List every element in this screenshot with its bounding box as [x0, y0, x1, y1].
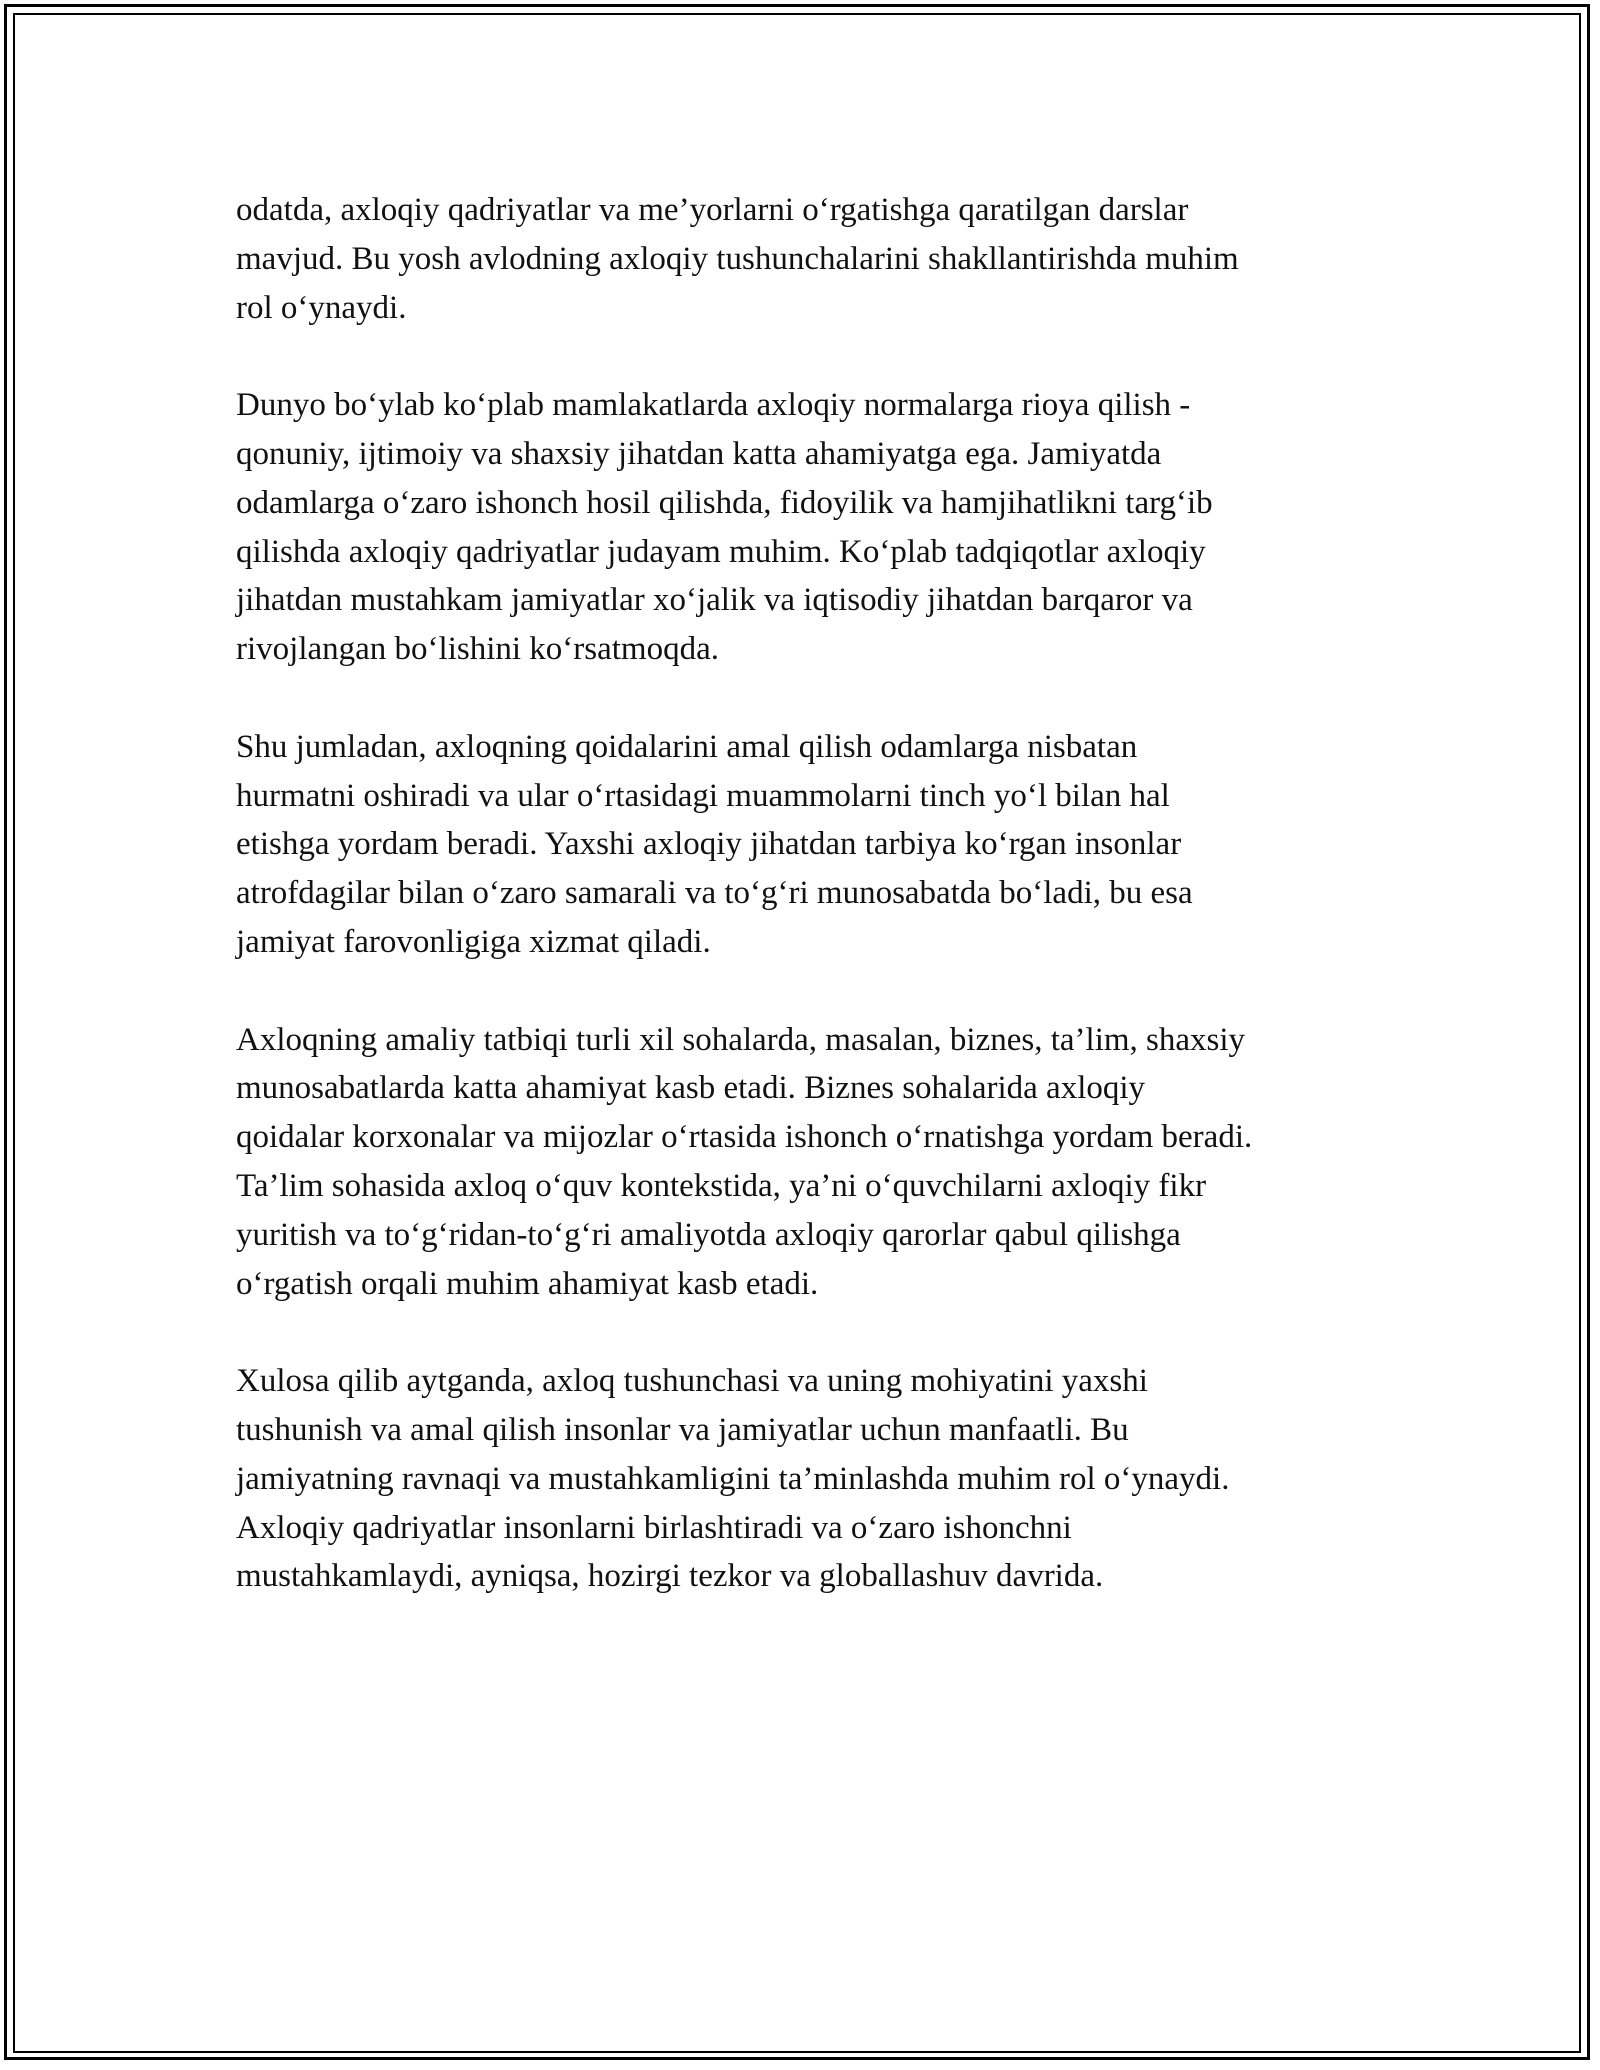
- document-body: [236, 186, 1376, 1650]
- paragraph-1: [236, 186, 1376, 332]
- text-line: Axloqiy qadriyatlar insonlarni birlashtiradi va o‘zaro ishonchni: [236, 1509, 1072, 1546]
- text-line: odamlarga o‘zaro ishonch hosil qilishda, fidoyilik va hamjihatlikni targ‘ib: [236, 484, 1213, 521]
- text-line: Xulosa qilib aytganda, axloq tushunchasi va uning mohiyatini yaxshi: [236, 1363, 1148, 1400]
- text-line: etishga yordam beradi. Yaxshi axloqiy jihatdan tarbiya ko‘rgan insonlar: [236, 826, 1182, 863]
- text-line: jamiyatning ravnaqi va mustahkamligini ta’minlashda muhim rol o‘ynaydi.: [236, 1460, 1230, 1497]
- text-line: munosabatlarda katta ahamiyat kasb etadi. Biznes sohalarida axloqiy: [236, 1070, 1146, 1107]
- paragraph-3: [236, 723, 1376, 967]
- text-line: hurmatni oshiradi va ular o‘rtasidagi muammolarni tinch yo‘l bilan hal: [236, 777, 1170, 814]
- text-line: jihatdan mustahkam jamiyatlar xo‘jalik va iqtisodiy jihatdan barqaror va: [236, 582, 1193, 619]
- text-line: tushunish va amal qilish insonlar va jamiyatlar uchun manfaatli. Bu: [236, 1411, 1129, 1448]
- text-line: atrofdagilar bilan o‘zaro samarali va to‘g‘ri munosabatda bo‘ladi, bu esa: [236, 875, 1193, 912]
- text-line: Dunyo bo‘ylab ko‘plab mamlakatlarda axloqiy normalarga rioya qilish -: [236, 387, 1191, 424]
- text-line: yuritish va to‘g‘ridan-to‘g‘ri amaliyotda axloqiy qarorlar qabul qilishga: [236, 1216, 1181, 1253]
- text-line: Axloqning amaliy tatbiqi turli xil sohalarda, masalan, biznes, ta’lim, shaxsiy: [236, 1021, 1246, 1058]
- text-line: jamiyat farovonligiga xizmat qiladi.: [236, 923, 711, 960]
- paragraph-4: [236, 1016, 1376, 1309]
- text-line: qoidalar korxonalar va mijozlar o‘rtasida ishonch o‘rnatishga yordam beradi.: [236, 1119, 1253, 1156]
- text-line: qilishda axloqiy qadriyatlar judayam muhim. Ko‘plab tadqiqotlar axloqiy: [236, 533, 1206, 570]
- text-line: qonuniy, ijtimoiy va shaxsiy jihatdan katta ahamiyatga ega. Jamiyatda: [236, 435, 1162, 472]
- text-line: rivojlangan bo‘lishini ko‘rsatmoqda.: [236, 631, 719, 668]
- text-line: mustahkamlaydi, ayniqsa, hozirgi tezkor va globallashuv davrida.: [236, 1558, 1104, 1595]
- text-line: odatda, axloqiy qadriyatlar va me’yorlarni o‘rgatishga qaratilgan darslar: [236, 192, 1189, 228]
- text-line: Shu jumladan, axloqning qoidalarini amal qilish odamlarga nisbatan: [236, 728, 1138, 765]
- text-line: Ta’lim sohasida axloq o‘quv kontekstida, ya’ni o‘quvchilarni axloqiy fikr: [236, 1167, 1207, 1204]
- text-line: rol o‘ynaydi.: [236, 289, 407, 326]
- text-line: mavjud. Bu yosh avlodning axloqiy tushunchalarini shakllantirishda muhim: [236, 240, 1239, 277]
- paragraph-2: [236, 381, 1376, 674]
- text-line: o‘rgatish orqali muhim ahamiyat kasb etadi.: [236, 1265, 819, 1302]
- paragraph-5: [236, 1357, 1376, 1601]
